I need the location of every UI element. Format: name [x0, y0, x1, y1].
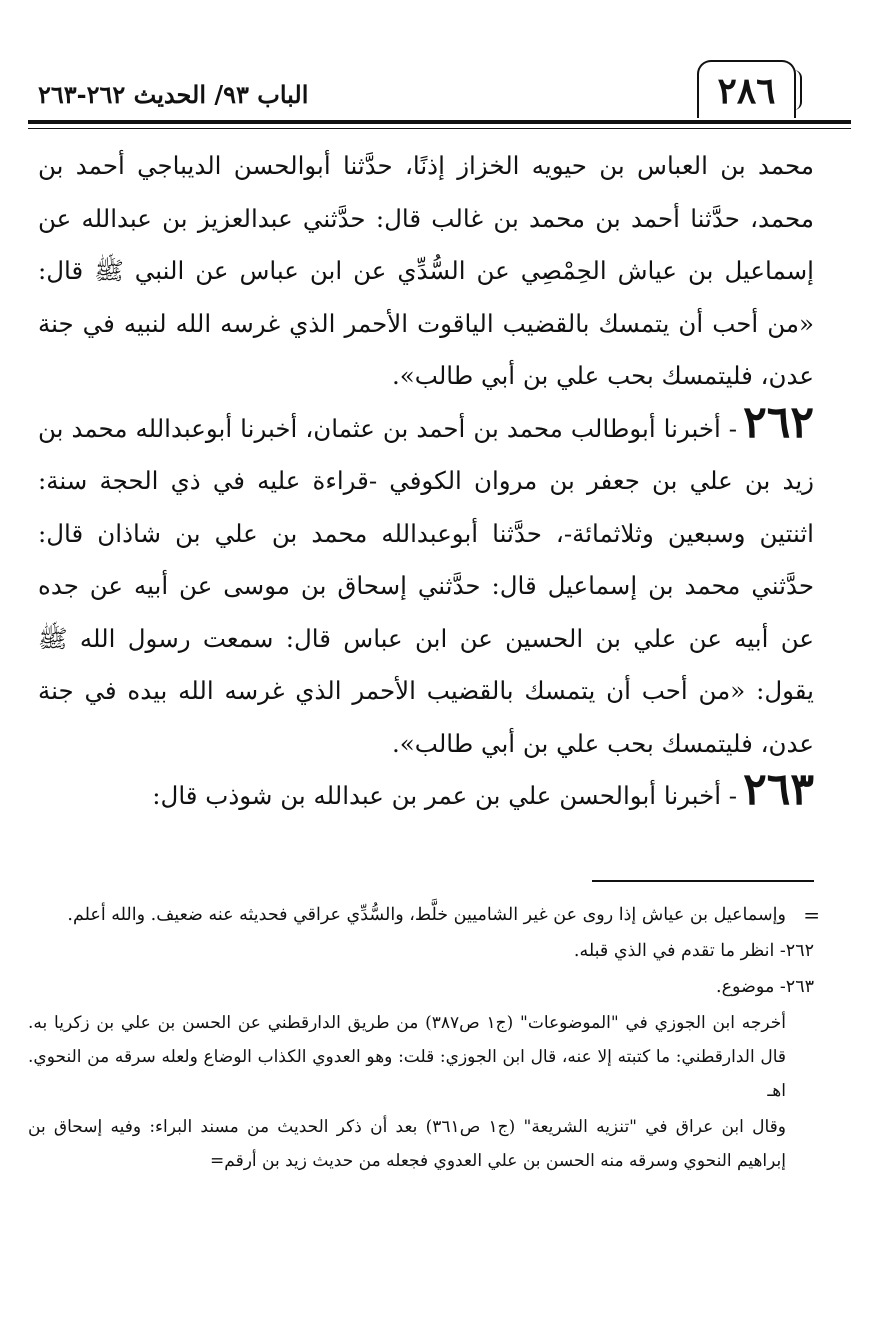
- footnote-262: ٢٦٢- انظر ما تقدم في الذي قبله.: [573, 941, 814, 961]
- page-number: ٢٨٦: [697, 60, 796, 118]
- hadith-number-263: ٢٦٣: [743, 764, 814, 815]
- footnote-separator: [592, 880, 814, 882]
- footnotes: [28, 898, 820, 1180]
- hadith-262: [38, 396, 814, 771]
- header-rule-thick: [28, 120, 851, 124]
- continuation-mark: =: [803, 903, 820, 927]
- main-text: [38, 140, 814, 823]
- paragraph-continuation: محمد بن العباس بن حيويه الخزاز إذنًا، حدَّثنا أبوالحسن الديباجي أحمد بن محمد، حدَّثنا أحمد بن محمد بن غالب قال: حدَّثني عبدالعزيز بن عبدالله عن إسماعيل بن عياش الحِمْصِي عن السُّدِّي عن ابن عباس عن النبي ﷺ قال: «من أحب أن يتمسك بالقضيب الياقوت الأحمر الذي غرسه الله لنبيه في جنة عدن، فليتمسك بحب علي بن أبي طالب».: [38, 151, 814, 390]
- hadith-262-text: - أخبرنا أبوطالب محمد بن أحمد بن عثمان، أخبرنا أبوعبدالله محمد بن زيد بن علي بن جعفر بن مروان الكوفي -قراءة عليه في ذي الحجة سنة: اثنتين وسبعين وثلاثمائة-، حدَّثنا أبوعبدالله محمد بن علي بن شاذان قال: حدَّثني محمد بن إسماعيل قال: حدَّثني إسحاق بن موسى عن أبيه عن جده عن أبيه عن علي بن الحسين عن ابن عباس قال: سمعت رسول الله ﷺ يقول: «من أحب أن يتمسك بالقضيب الأحمر الذي غرسه الله بيده في جنة عدن، فليتمسك بحب علي بن أبي طالب».: [38, 413, 814, 758]
- hadith-263-text: - أخبرنا أبوالحسن علي بن عمر بن عبدالله بن شوذب قال:: [152, 781, 738, 810]
- footnote-263-paragraph-1: أخرجه ابن الجوزي في "الموضوعات" (ج١ ص٣٨٧) من طريق الدارقطني عن الحسن بن علي بن زكريا به. قال الدارقطني: ما كتبته إلا عنه، قال ابن الجوزي: قلت: وهو العدوي الكذاب الوضاع ولعله سرقه من النحوي. اهـ: [28, 1013, 787, 1101]
- chapter-title: الباب ٩٣/ الحديث ٢٦٢-٢٦٣: [38, 80, 309, 109]
- hadith-263: [38, 764, 814, 823]
- footnote-263-paragraph-2: وقال ابن عراق في "تنزيه الشريعة" (ج١ ص٣٦١) بعد أن ذكر الحديث من مسند البراء: وفيه إسحاق بن إبراهيم النحوي وسرقه منه الحسن بن علي العدوي فجعله من حديث زيد بن أرقم=: [28, 1117, 786, 1171]
- hadith-number-262: ٢٦٢: [743, 396, 814, 448]
- page-header: [28, 58, 851, 120]
- header-rule-thin: [28, 128, 851, 129]
- footnote-continuation: = وإسماعيل بن عياش إذا روى عن غير الشاميين خلَّط، والسُّدِّي عراقي فحديثه عنه ضعيف. والله أعلم.: [28, 898, 814, 932]
- footnote-263-title: ٢٦٣- موضوع.: [716, 977, 814, 997]
